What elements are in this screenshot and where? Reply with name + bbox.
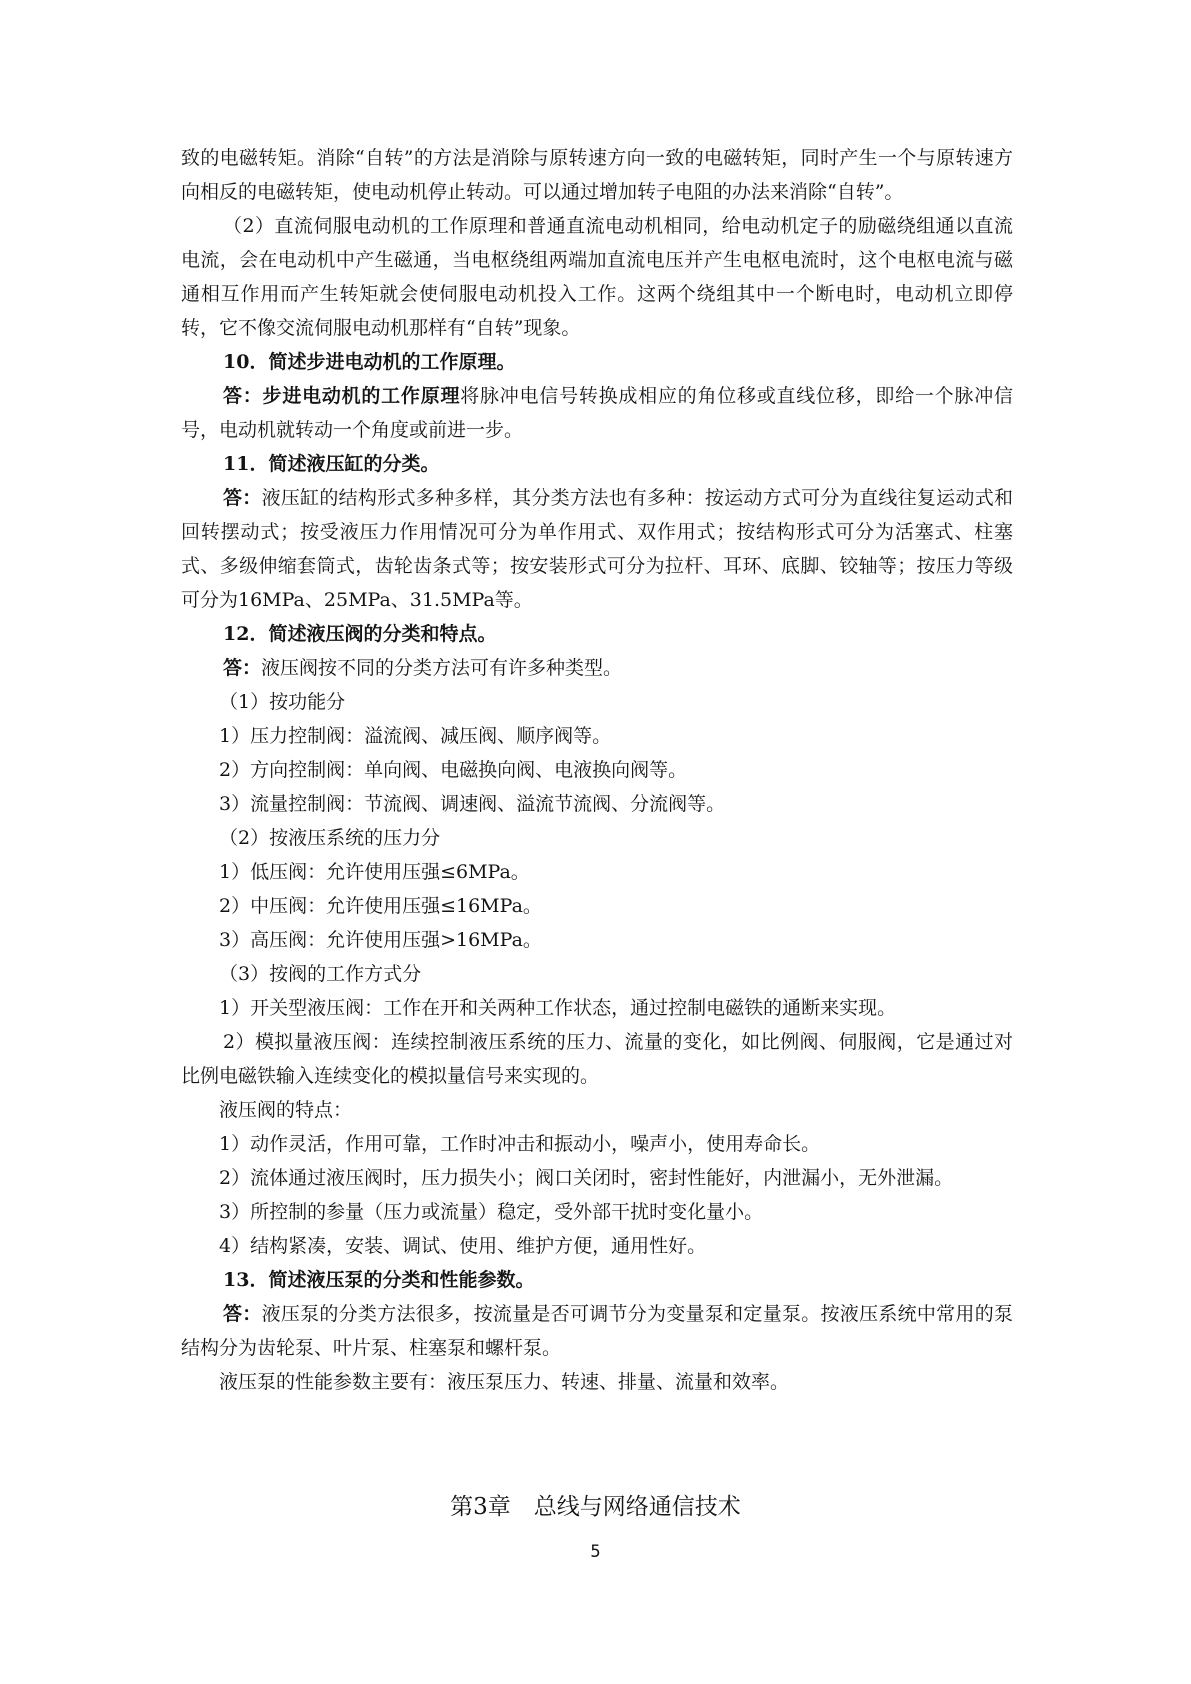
list-item: 1）压力控制阀：溢流阀、减压阀、顺序阀等。 — [219, 725, 612, 747]
paragraph: 2）模拟量液压阀：连续控制液压系统的压力、流量的变化，如比例阀、伺服阀，它是通过对比例电磁铁输入连续变化的模拟量信号来实现的。 — [181, 1031, 1013, 1087]
answer-paragraph — [181, 651, 1013, 685]
answer-text: 液压泵的分类方法很多，按流量是否可调节分为变量泵和定量泵。按液压系统中常用的泵结构分为齿轮泵、叶片泵、柱塞泵和螺杆泵。 — [181, 1303, 1013, 1359]
list-item: （1）按功能分 — [219, 691, 346, 713]
paragraph: （2）直流伺服电动机的工作原理和普通直流电动机相同，给电动机定子的励磁绕组通以直流电流，会在电动机中产生磁通，当电枢绕组两端加直流电压并产生电枢电流时，这个电枢电流与磁通相互作用而产生转矩就会使伺服电动机投入工作。这两个绕组其中一个断电时，电动机立即停转，它不像交流伺服电动机那样有“自转”现象。 — [181, 215, 1013, 339]
answer-label: 答： — [223, 1303, 262, 1325]
answer-text: 将脉冲电信号转换成相应的角位移或直线位移，即给一个脉冲信号，电动机就转动一个角度或前进一步。 — [181, 385, 1013, 441]
answer-paragraph — [181, 481, 1013, 617]
list-item: 2）方向控制阀：单向阀、电磁换向阀、电液换向阀等。 — [219, 759, 688, 781]
question-heading: 12．简述液压阀的分类和特点。 — [223, 623, 497, 645]
list-item: （3）按阀的工作方式分 — [219, 963, 422, 985]
page-body — [181, 141, 1013, 1399]
list-item: 3）高压阀：允许使用压强>16MPa。 — [219, 929, 542, 951]
list-item: 3）流量控制阀：节流阀、调速阀、溢流节流阀、分流阀等。 — [219, 793, 726, 815]
answer-label: 答： — [223, 487, 262, 509]
answer-paragraph — [181, 1297, 1013, 1365]
answer-key-term: 步进电动机的工作原理 — [262, 385, 461, 407]
list-item: 4）结构紧凑，安装、调试、使用、维护方便，通用性好。 — [219, 1235, 707, 1257]
list-item: 1）动作灵活，作用可靠，工作时冲击和振动小，噪声小，使用寿命长。 — [219, 1133, 821, 1155]
paragraph: 致的电磁转矩。消除“自转”的方法是消除与原转速方向一致的电磁转矩，同时产生一个与原转速方向相反的电磁转矩，使电动机停止转动。可以通过增加转子电阻的办法来消除“自转”。 — [181, 147, 1013, 203]
answer-text: 液压缸的结构形式多种多样，其分类方法也有多种：按运动方式可分为直线往复运动式和回转摆动式；按受液压力作用情况可分为单作用式、双作用式；按结构形式可分为活塞式、柱塞式、多级伸缩套筒式，齿轮齿条式等；按安装形式可分为拉杆、耳环、底脚、铰轴等；按压力等级可分为16MPa、25MPa、31.5MPa等。 — [181, 487, 1013, 611]
answer-label: 答： — [223, 657, 262, 679]
list-item: 1）开关型液压阀：工作在开和关两种工作状态，通过控制电磁铁的通断来实现。 — [219, 997, 897, 1019]
chapter-title: 第3章 总线与网络通信技术 — [450, 1494, 741, 1520]
answer-text: 液压阀按不同的分类方法可有许多种类型。 — [261, 657, 623, 679]
list-item: 液压阀的特点： — [219, 1099, 353, 1121]
answer-paragraph — [181, 379, 1013, 447]
list-item: 2）中压阀：允许使用压强≤16MPa。 — [219, 895, 542, 917]
question-heading: 11．简述液压缸的分类。 — [223, 453, 440, 475]
page-number: 5 — [590, 1542, 601, 1562]
list-item: 1）低压阀：允许使用压强≤6MPa。 — [219, 861, 530, 883]
list-item: 液压泵的性能参数主要有：液压泵压力、转速、排量、流量和效率。 — [219, 1371, 790, 1393]
answer-label: 答： — [223, 385, 263, 407]
list-item: 3）所控制的参量（压力或流量）稳定，受外部干扰时变化量小。 — [219, 1201, 764, 1223]
list-item: 2）流体通过液压阀时，压力损失小；阀口关闭时，密封性能好，内泄漏小，无外泄漏。 — [219, 1167, 954, 1189]
question-heading: 10．简述步进电动机的工作原理。 — [223, 351, 516, 373]
question-heading: 13．简述液压泵的分类和性能参数。 — [223, 1269, 535, 1291]
list-item: （2）按液压系统的压力分 — [219, 827, 441, 849]
